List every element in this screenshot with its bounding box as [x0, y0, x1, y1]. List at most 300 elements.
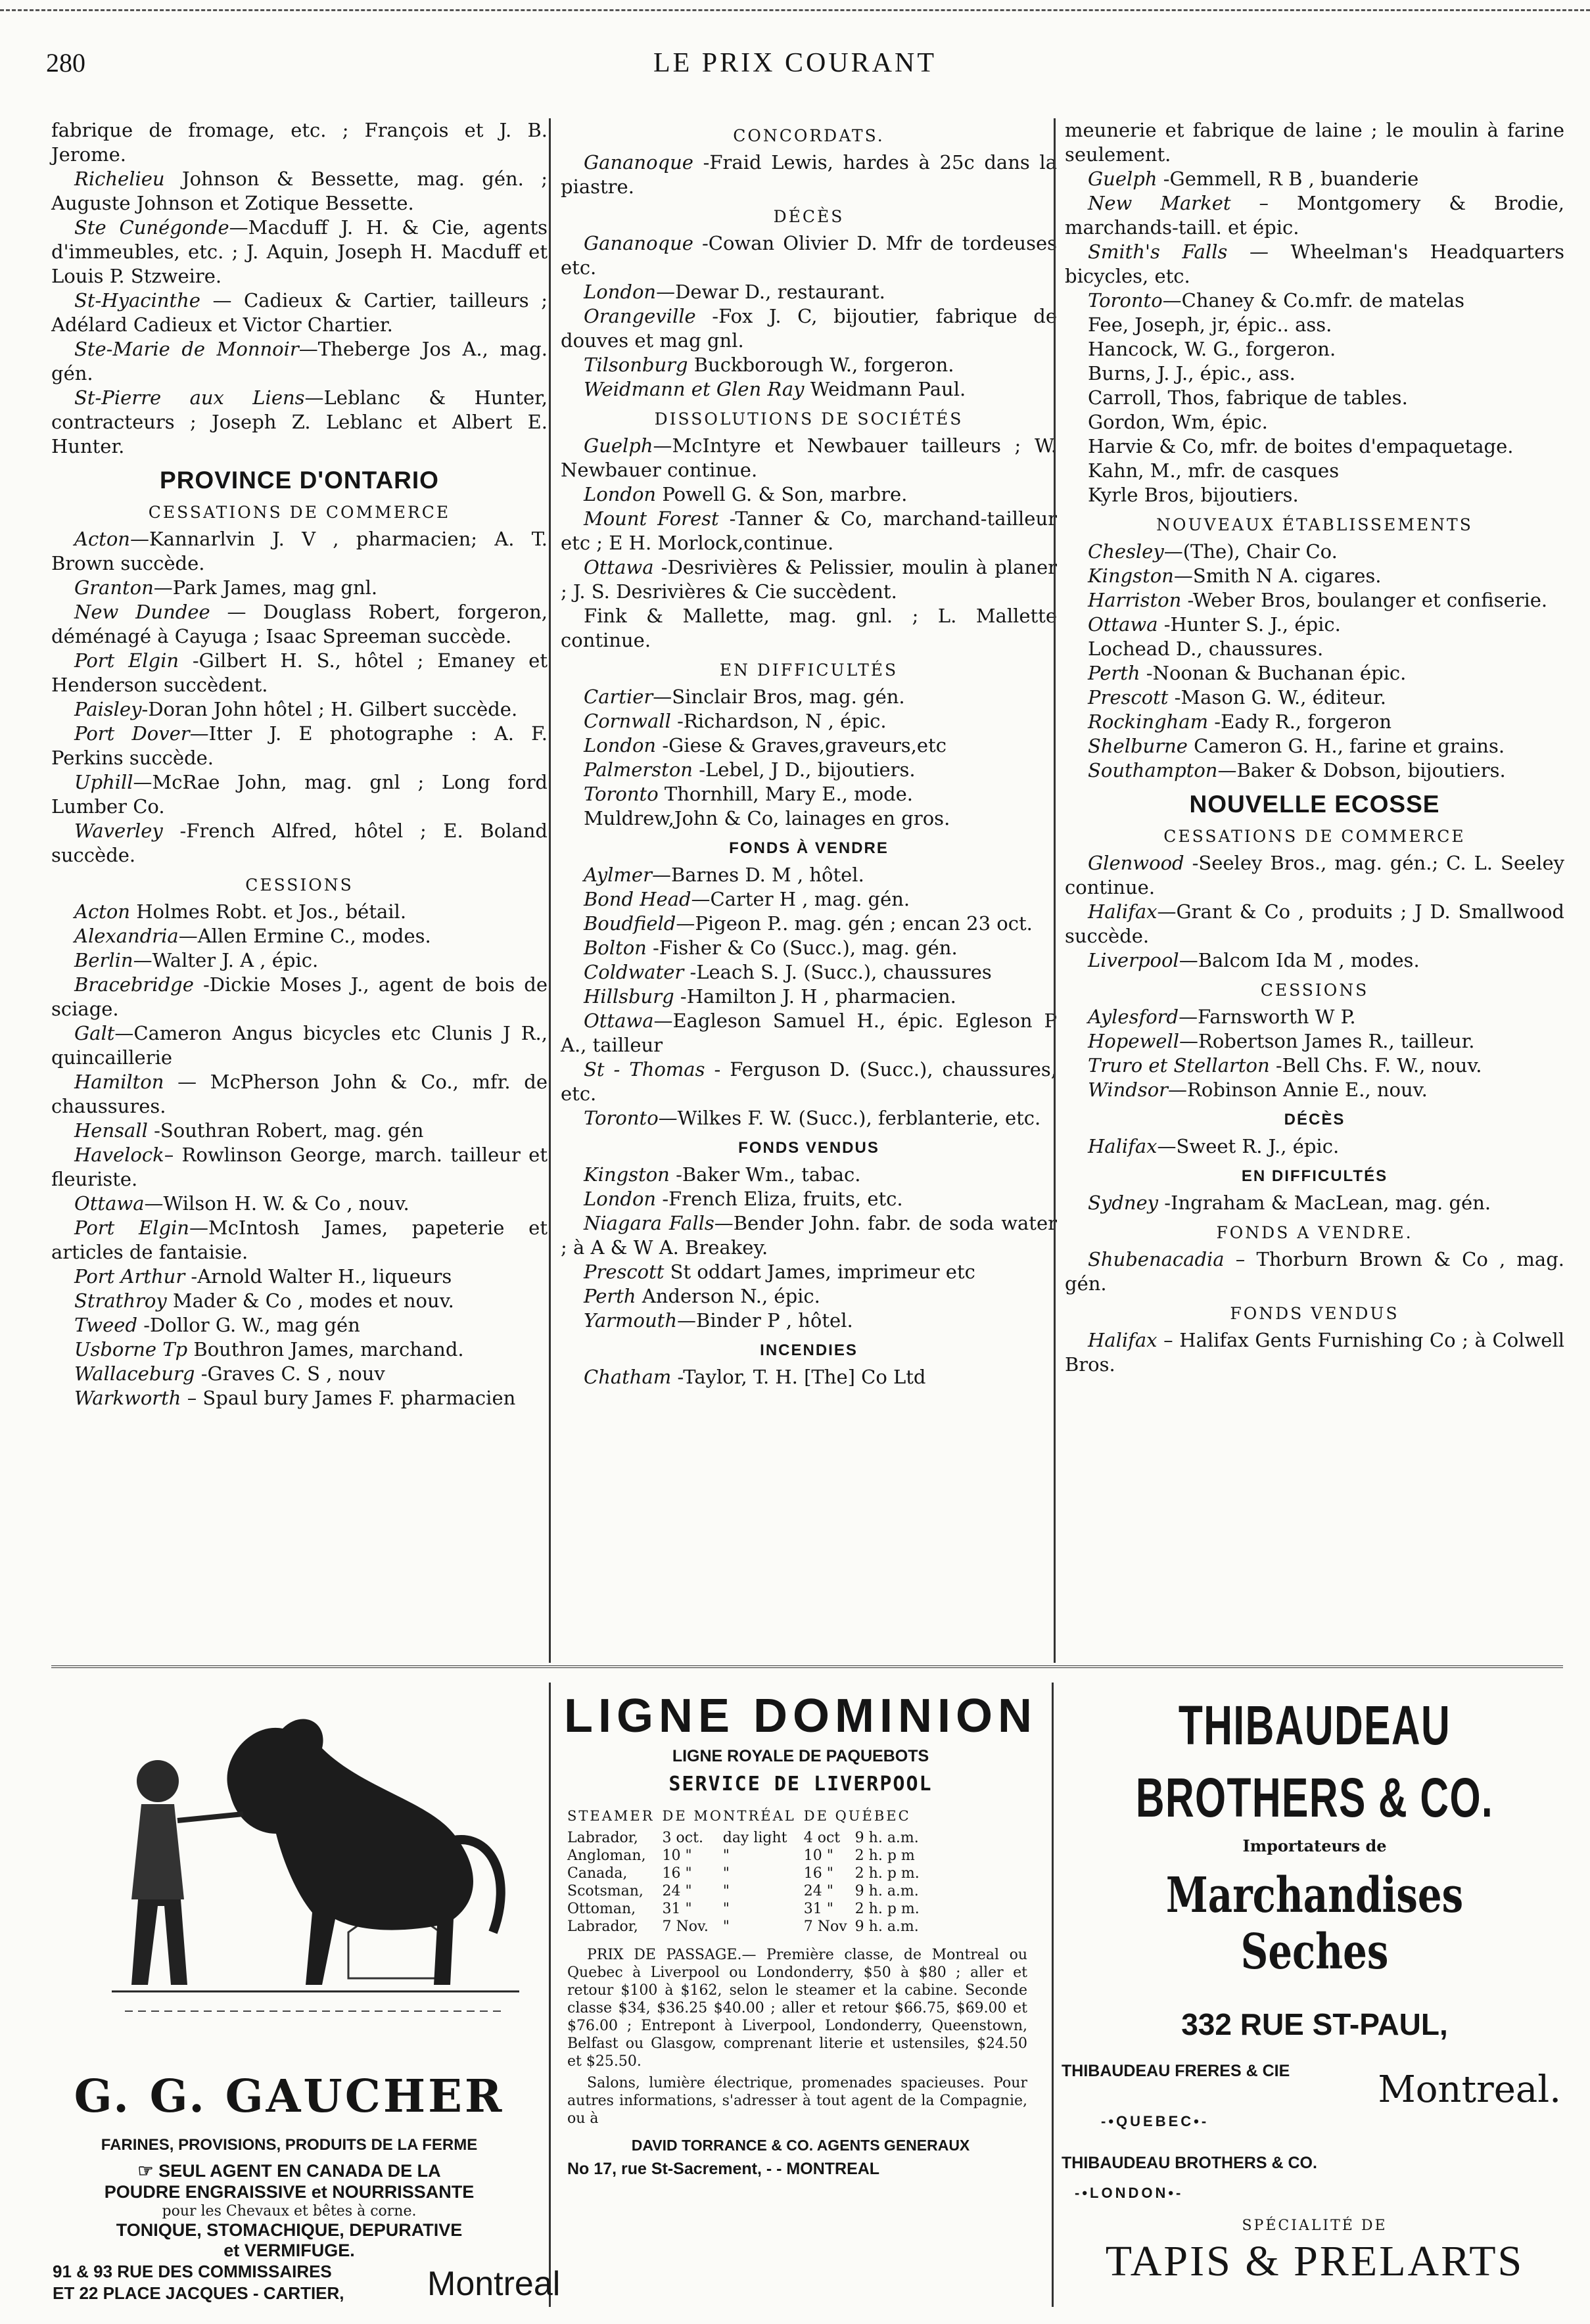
locality: Tilsonburg: [584, 354, 688, 376]
list-item: [51, 1386, 548, 1410]
locality: Port Dover: [74, 722, 190, 745]
list-item: [561, 1211, 1057, 1260]
entry-text: -Giese & Graves,graveurs,etc: [656, 734, 947, 756]
entry-text: Carroll, Thos, fabrique de tables.: [1088, 386, 1408, 409]
list-item: [1065, 661, 1564, 686]
entry-text: – Halifax Gents Furnishing Co ; à Colwell Bros.: [1065, 1329, 1564, 1376]
firm-name: THIBAUDEAU FRERES & CIE: [1062, 2062, 1290, 2080]
subhead-deces: DÉCÈS: [773, 207, 845, 226]
list-item: [561, 1106, 1057, 1130]
entry-text: Harvie & Co, mfr. de boites d'empaquetage.: [1088, 435, 1514, 457]
list-item: [561, 1009, 1057, 1057]
table-cell: ": [722, 1901, 730, 1917]
list-item: [1065, 900, 1564, 948]
list-item: [561, 1309, 1057, 1333]
entry-text: -Fraid Lewis, hardes à 25c dans la piastre.: [561, 151, 1057, 198]
list-item: meunerie et fabrique de laine ; le moulin à farine seulement.: [1065, 119, 1564, 166]
locality: Cartier: [584, 686, 653, 708]
list-item: [561, 912, 1057, 936]
table-cell: 7 Nov.: [662, 1918, 709, 1935]
fonds-a-vendre-list: [1065, 1247, 1564, 1296]
locality: Coldwater: [584, 961, 684, 983]
subhead-concordats: CONCORDATS.: [733, 126, 885, 145]
entry-text: -Fox J. C, bijoutier, fabrique de douves et mag gnl.: [561, 305, 1057, 352]
list-item: [561, 985, 1057, 1009]
list-item: [51, 386, 548, 459]
ad-agents: DAVID TORRANCE & CO. AGENTS GENERAUX: [631, 2137, 970, 2154]
list-item: [1065, 948, 1564, 973]
locality: Shubenacadia: [1088, 1248, 1225, 1270]
firm-name: THIBAUDEAU BROTHERS & CO.: [1062, 2154, 1317, 2172]
list-item: [1065, 686, 1564, 710]
list-item: [561, 685, 1057, 709]
ad-paragraph: Salons, lumière électrique, promenades spacieuses. Pour autres informations, s'adresser à tout agent de la Compagnie, ou à: [567, 2075, 1027, 2127]
subhead-deces: DÉCÈS: [1284, 1111, 1345, 1128]
locality: Southampton: [1088, 759, 1218, 781]
entry-text: —Pigeon P.. mag. gén ; encan 23 oct.: [676, 912, 1033, 935]
locality: London: [584, 734, 657, 756]
table-header: STEAMER: [567, 1808, 655, 1824]
locality: Aylesford: [1088, 1006, 1179, 1028]
locality: Hopewell: [1088, 1030, 1180, 1052]
table-cell: 4 oct: [803, 1830, 841, 1846]
entry-text: -Fisher & Co (Succ.), mag. gén.: [646, 937, 958, 959]
list-item: [51, 600, 548, 649]
table-cell: Angloman,: [567, 1848, 646, 1864]
column-3: [1065, 118, 1564, 1377]
entry-text: —Robinson Annie E., nouv.: [1168, 1079, 1428, 1101]
locality: Halifax: [1088, 1329, 1157, 1351]
entry-text: - Ferguson D. (Succ.), chaussures, etc.: [561, 1058, 1057, 1105]
entry-text: —Barnes D. M , hôtel.: [651, 864, 864, 886]
entry-text: -Desrivières & Pelissier, moulin à planer ; J. S. Desrivières & Cie succèdent.: [561, 556, 1057, 603]
locality: Havelock: [74, 1144, 164, 1166]
entry-text: -Hamilton J. H , pharmacien.: [674, 985, 956, 1008]
entry-text: —Chaney & Co.mfr. de matelas: [1162, 289, 1464, 312]
list-item: [561, 151, 1057, 199]
locality: Cornwall: [584, 710, 671, 732]
list-item: [561, 482, 1057, 507]
list-item: [51, 1265, 548, 1289]
dissolutions-list: [561, 434, 1057, 653]
horse-illustration-icon: [85, 1683, 532, 2064]
locality: Waverley: [74, 820, 163, 842]
locality: Toronto: [1088, 289, 1163, 312]
page-title: LE PRIX COURANT: [653, 48, 937, 78]
ad-thibaudeau: [1055, 1683, 1574, 2307]
cessions-list: [51, 900, 548, 1410]
list-item: [561, 806, 1057, 831]
locality: Prescott: [584, 1261, 665, 1283]
entry-text: Fink & Mallette, mag. gnl. ; L. Mallette continue.: [561, 605, 1057, 651]
concordats-list: [561, 151, 1057, 199]
ad-title: LIGNE DOMINION: [564, 1690, 1037, 1742]
table-cell: 2 h. p m.: [854, 1865, 920, 1882]
ad-divider: [1052, 1683, 1054, 2307]
locality: Strathroy: [74, 1290, 167, 1312]
entry-text: —Kannarlvin J. V , pharmacien; A. T. Brown succède.: [51, 528, 548, 574]
entry-text: -Seeley Bros., mag. gén.; C. L. Seeley continue.: [1065, 852, 1564, 898]
ads-divider: [51, 1665, 1563, 1668]
entry-text: -Southran Robert, mag. gén: [147, 1119, 424, 1142]
list-item: [1065, 289, 1564, 313]
table-row: [567, 1900, 927, 1918]
entry-text: Buckborough W., forgeron.: [688, 354, 954, 376]
table-body: [567, 1829, 927, 1936]
entry-text: -Taylor, T. H. [The] Co Ltd: [671, 1366, 926, 1388]
list-item: [561, 936, 1057, 960]
list-item: [51, 337, 548, 386]
entry-text: -Gilbert H. S., hôtel ; Emaney et Henderson succèdent.: [51, 649, 548, 696]
locality: New Dundee: [74, 601, 210, 623]
locality: Ottawa: [74, 1192, 145, 1215]
ad-row: [1055, 2062, 1574, 2111]
table-row: [567, 1882, 927, 1900]
list-item: [561, 231, 1057, 280]
entry-text: -Eady R., forgeron: [1208, 710, 1392, 733]
entry-text: — McPherson John & Co., mfr. de chaussures.: [51, 1071, 548, 1117]
entry-text: Kahn, M., mfr. de casques: [1088, 459, 1340, 482]
table-cell: 10 ": [662, 1848, 692, 1864]
list-item: [51, 1362, 548, 1386]
ad-importers: Importateurs de: [1242, 1836, 1387, 1855]
table-cell: 16 ": [803, 1865, 833, 1882]
ad-paragraph: PRIX DE PASSAGE.— Première classe, de Montreal ou Quebec à Liverpool ou Londonderry, $50 à $80 ; aller et retour $100 à $162, selon le steamer et la cabine. Seconde classe $34, $36.25 $40.00 ; aller et retour $66.75, $69.00 et $76.00 ; Entrepont à Liverpool, Londonderry, Queenstown, Belfast ou Glasgow, comprenant literie et ustensiles, $24.50 et $25.50.: [567, 1947, 1027, 2070]
locality: Granton: [74, 576, 154, 599]
entry-text: —Binder P , hôtel.: [677, 1309, 853, 1332]
locality: Perth: [584, 1285, 636, 1307]
list-item: [1065, 386, 1564, 410]
entry-text: Burns, J. J., épic., ass.: [1088, 362, 1296, 384]
list-item: [561, 434, 1057, 482]
list-item: [1065, 337, 1564, 361]
list-item: [51, 1192, 548, 1216]
list-item: [51, 576, 548, 600]
locality: Aylmer: [584, 864, 652, 886]
list-item: [51, 1119, 548, 1143]
list-item: [561, 604, 1057, 653]
list-item: [561, 758, 1057, 782]
locality: Wallaceburg: [74, 1362, 195, 1385]
table-cell: 2 h. p m: [854, 1848, 915, 1864]
list-item: [561, 863, 1057, 887]
entry-text: —Dewar D., restaurant.: [656, 281, 885, 303]
list-item: [1065, 1054, 1564, 1078]
incendies-list: [561, 1365, 1057, 1389]
locality: Toronto: [584, 1107, 659, 1129]
list-item: [51, 973, 548, 1021]
advertiser-name: G. G. GAUCHER: [74, 2070, 505, 2123]
locality: Gananoque: [584, 151, 693, 174]
table-cell: 31 ": [662, 1901, 692, 1917]
locality: Tweed: [74, 1314, 138, 1336]
list-item: [1065, 167, 1564, 191]
list-item: [51, 216, 548, 289]
locality: Hamilton: [74, 1071, 164, 1093]
ad-merchandise: Marchandises Seches: [1165, 1867, 1464, 1980]
ad-address: No 17, rue St-Sacrement, - - MONTREAL: [567, 2160, 880, 2178]
list-item: [51, 1070, 548, 1119]
page-header: [0, 47, 1590, 87]
entry-text: Johnson & Bessette, mag. gén. ; Auguste Johnson et Zotique Bessette.: [51, 168, 548, 214]
list-item: [51, 1313, 548, 1337]
locality: St-Hyacinthe: [74, 289, 200, 312]
nouveaux-list: [1065, 540, 1564, 783]
entry-text: -Lebel, J D., bijoutiers.: [692, 758, 916, 781]
locality: London: [584, 1188, 657, 1210]
list-item: [1065, 734, 1564, 758]
subhead-cessions: CESSIONS: [1260, 981, 1369, 1000]
entry-text: —Cameron Angus bicycles etc Clunis J R., quincaillerie: [51, 1022, 548, 1069]
locality: Hillsburg: [584, 985, 674, 1008]
list-item: [561, 709, 1057, 733]
table-header: DE QUÉBEC: [803, 1808, 911, 1824]
column-divider: [1054, 118, 1056, 1663]
entry-text: -Ingraham & MacLean, mag. gén.: [1158, 1192, 1491, 1214]
table-cell: 24 ": [662, 1883, 692, 1899]
entry-text: Hancock, W. G., forgeron.: [1088, 338, 1336, 360]
list-item: [1065, 459, 1564, 483]
locality: Usborne Tp: [74, 1338, 188, 1360]
locality: Bond Head: [584, 888, 691, 910]
subhead-dissolutions: DISSOLUTIONS DE SOCIÉTÉS: [654, 409, 964, 429]
list-item: [561, 280, 1057, 304]
entry-text: Holmes Robt. et Jos., bétail.: [129, 900, 407, 923]
entry-text: -Gemmell, R B , buanderie: [1157, 168, 1419, 190]
list-item: [561, 887, 1057, 912]
list-item: [51, 900, 548, 924]
entry-text: – Montgomery & Brodie, marchands-taill. et épic.: [1065, 192, 1564, 239]
list-item: [561, 1163, 1057, 1187]
locality: Paisley: [74, 698, 142, 720]
column-1: [51, 118, 548, 1410]
fonds-vendus-list: [561, 1163, 1057, 1333]
table-cell: day light: [722, 1830, 787, 1846]
list-item: [51, 1289, 548, 1313]
list-item: [51, 1337, 548, 1362]
locality: Ottawa: [584, 1010, 654, 1032]
locality: Ottawa: [1088, 613, 1158, 636]
table-cell: 10 ": [803, 1848, 833, 1864]
sailing-schedule-table: [567, 1807, 927, 1936]
column-divider: [549, 118, 551, 1663]
locality: St - Thomas: [584, 1058, 705, 1081]
entry-text: —Farnsworth W P.: [1179, 1006, 1356, 1028]
list-item: [1065, 313, 1564, 337]
entry-text: Cameron G. H., farine et grains.: [1187, 735, 1505, 757]
ad-brand: THIBAUDEAU BROTHERS & CO.: [1135, 1694, 1494, 1828]
locality: Acton: [74, 528, 130, 550]
table-cell: ": [722, 1883, 730, 1899]
entry-text: – Spaul bury James F. pharmacien: [181, 1387, 516, 1409]
cessions-list: [1065, 1005, 1564, 1102]
locality: Uphill: [74, 771, 133, 793]
locality: Palmerston: [584, 758, 693, 781]
list-item: [561, 1260, 1057, 1284]
pointing-hand-icon: ☞: [137, 2161, 159, 2181]
locality: Weidmann et Glen Ray: [584, 378, 805, 400]
locality: Yarmouth: [584, 1309, 678, 1332]
ad-london: -•LONDON•-: [1075, 2185, 1184, 2201]
table-cell: ": [722, 1865, 730, 1882]
list-item: [1065, 240, 1564, 289]
locality: Ste Cunégonde: [74, 216, 229, 239]
table-cell: 16 ": [662, 1865, 692, 1882]
list-item: [1065, 564, 1564, 588]
ad-divider: [549, 1683, 551, 2307]
list-item: [1065, 483, 1564, 507]
list-item: [1065, 434, 1564, 459]
locality: Guelph: [584, 434, 653, 457]
table-header: DE MONTRÉAL: [662, 1808, 796, 1824]
list-item: [51, 819, 548, 868]
locality: Perth: [1088, 662, 1140, 684]
list-item: [1065, 758, 1564, 783]
page-number: 280: [46, 48, 85, 78]
cessations-list: [51, 527, 548, 868]
entry-text: —Itter J. E photographe : A. F. Perkins succède.: [51, 722, 548, 769]
table-row: [567, 1865, 927, 1882]
list-item: [1065, 410, 1564, 434]
ad-address: 91 & 93 RUE DES COMMISSAIRES ET 22 PLACE JACQUES - CARTIER,: [53, 2262, 344, 2303]
table-cell: 9 h. a.m.: [854, 1883, 919, 1899]
list-item: [1065, 851, 1564, 900]
subhead-fonds-a-vendre: FONDS À VENDRE: [729, 839, 889, 857]
top-rule: [0, 9, 1590, 11]
subhead-cessions: CESSIONS: [245, 875, 354, 895]
locality: Liverpool: [1088, 949, 1179, 971]
table-cell: 9 h. a.m.: [854, 1830, 919, 1846]
entry-text: —McIntyre et Newbauer tailleurs ; W. Newbauer continue.: [561, 434, 1057, 481]
entry-text: Bouthron James, marchand.: [187, 1338, 464, 1360]
table-cell: 24 ": [803, 1883, 833, 1899]
entry-text: — Cadieux & Cartier, tailleurs ; Adélard Cadieux et Victor Chartier.: [51, 289, 548, 336]
entry-text: —Walter J. A , épic.: [133, 949, 319, 971]
column-2: [561, 118, 1057, 1389]
entry-text: Mader & Co , modes et nouv.: [166, 1290, 454, 1312]
section-title-ontario: PROVINCE D'ONTARIO: [160, 467, 439, 494]
locality: Richelieu: [74, 168, 165, 190]
entry-text: — Douglass Robert, forgeron, déménagé à Cayuga ; Isaac Spreeman succède.: [51, 601, 548, 647]
list-item: [1065, 710, 1564, 734]
difficultes-list: [561, 685, 1057, 831]
list-item: [561, 555, 1057, 604]
locality: Toronto: [584, 783, 659, 805]
entry-text: -Baker Wm., tabac.: [669, 1163, 861, 1186]
entry-text: —Carter H , mag. gén.: [691, 888, 910, 910]
entry-text: —McRae John, mag. gnl ; Long ford Lumber Co.: [51, 771, 548, 818]
entry-text: -Leach S. J. (Succ.), chaussures: [684, 961, 992, 983]
deces-list: [1065, 1134, 1564, 1159]
locality: Gananoque: [584, 232, 693, 254]
entry-text: —Robertson James R., tailleur.: [1179, 1030, 1475, 1052]
list-item: [51, 697, 548, 722]
entry-text: —Balcom Ida M , modes.: [1179, 949, 1420, 971]
entry-text: Powell G. & Son, marbre.: [656, 483, 908, 505]
list-item: [1065, 1134, 1564, 1159]
entry-text: Muldrew,John & Co, lainages en gros.: [584, 807, 950, 829]
ad-line: TONIQUE, STOMACHIQUE, DEPURATIVE et VERMIFUGE.: [116, 2220, 463, 2260]
entry-text: -Dickie Moses J., agent de bois de sciage.: [51, 973, 548, 1020]
entry-text: —Bender John. fabr. de soda water ; à A & W A. Breakey.: [561, 1212, 1057, 1259]
locality: Harriston: [1088, 589, 1182, 611]
ad-speciality: SPÉCIALITÉ DE: [1242, 2218, 1388, 2234]
list-item: [561, 1365, 1057, 1389]
subhead-nouveaux: NOUVEAUX ÉTABLISSEMENTS: [1156, 515, 1473, 534]
list-item: [561, 304, 1057, 353]
table-row: [567, 1918, 927, 1936]
fonds-vendus-list: [1065, 1328, 1564, 1377]
entry-text: —Theberge Jos A., mag. gén.: [51, 338, 548, 384]
locality: Guelph: [1088, 168, 1157, 190]
locality: Truro et Stellarton: [1088, 1054, 1270, 1077]
entry-text: —Grant & Co , produits ; J D. Smallwood succède.: [1065, 900, 1564, 947]
list-item: [51, 649, 548, 697]
list-item: [1065, 613, 1564, 637]
list-item: [561, 960, 1057, 985]
subhead-difficultes: EN DIFFICULTÉS: [1241, 1167, 1388, 1185]
table-cell: 2 h. p m.: [854, 1901, 920, 1917]
ad-line: ☞ SEUL AGENT EN CANADA DE LA: [137, 2161, 441, 2181]
ad-gaucher: [39, 1683, 561, 2303]
locality: London: [584, 281, 657, 303]
subhead-difficultes: EN DIFFICULTÉS: [719, 661, 899, 680]
locality: Boudfield: [584, 912, 676, 935]
entry-text: -French Alfred, hôtel ; E. Boland succède.: [51, 820, 548, 866]
locality: Hensall: [74, 1119, 148, 1142]
locality: Niagara Falls: [584, 1212, 714, 1234]
locality: Chatham: [584, 1366, 672, 1388]
entry-text: -Bell Chs. F. W., nouv.: [1269, 1054, 1482, 1077]
entry-text: Weidmann Paul.: [804, 378, 966, 400]
table-cell: Ottoman,: [567, 1901, 636, 1917]
list-item: [561, 1057, 1057, 1106]
subhead-incendies: INCENDIES: [760, 1341, 858, 1359]
list-item: [1065, 1078, 1564, 1102]
list-item: [1065, 1005, 1564, 1029]
list-item: [561, 1284, 1057, 1309]
locality: St-Pierre aux Liens: [74, 386, 305, 409]
list-item: [561, 733, 1057, 758]
subhead-cessations: CESSATIONS DE COMMERCE: [148, 503, 451, 522]
table-cell: ": [722, 1918, 730, 1935]
table-cell: 7 Nov: [803, 1918, 847, 1935]
ad-street: 332 RUE ST-PAUL,: [1181, 2007, 1448, 2041]
entry-text: —Wilkes F. W. (Succ.), ferblanterie, etc.: [658, 1107, 1041, 1129]
entry-text: -Doran John hôtel ; H. Gilbert succède.: [141, 698, 518, 720]
list-item: [1065, 1247, 1564, 1296]
locality: Windsor: [1088, 1079, 1169, 1101]
list-item: [51, 948, 548, 973]
locality: Shelburne: [1088, 735, 1188, 757]
list-item: [51, 167, 548, 216]
list-item: [51, 1143, 548, 1192]
difficultes-list: [1065, 1191, 1564, 1215]
table-row: [567, 1829, 927, 1847]
locality: Orangeville: [584, 305, 696, 327]
table-row: [567, 1847, 927, 1865]
list-item: [51, 924, 548, 948]
ad-ligne-dominion: [554, 1683, 1047, 2307]
locality: Rockingham: [1088, 710, 1209, 733]
ad-subtitle: LIGNE ROYALE DE PAQUEBOTS: [672, 1747, 929, 1765]
ad-city: Montreal.: [1378, 2068, 1561, 2111]
entry-text: Kyrle Bros, bijoutiers.: [1088, 484, 1299, 506]
locality: Kingston: [584, 1163, 670, 1186]
locality: Mount Forest: [584, 507, 719, 530]
entry-text: —Wilson H. W. & Co , nouv.: [144, 1192, 409, 1215]
entry-text: —Sweet R. J., épic.: [1157, 1135, 1340, 1157]
